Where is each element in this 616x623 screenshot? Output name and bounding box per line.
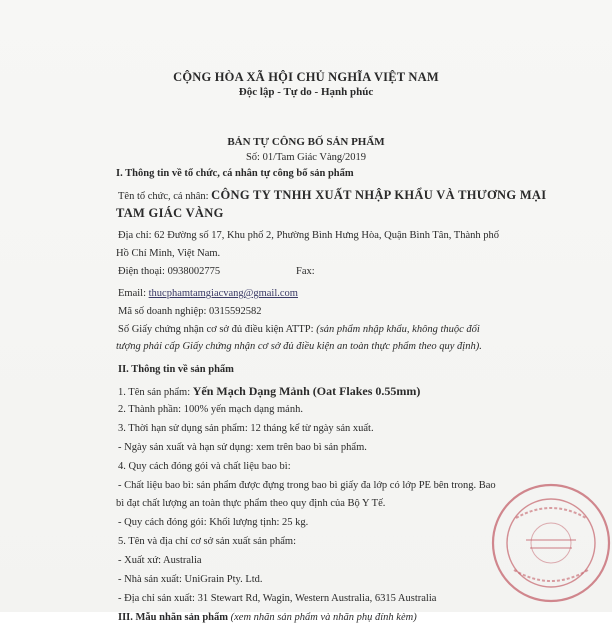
production-dates: - Ngày sản xuất và hạn sử dụng: xem trên bao bì sản phẩm. bbox=[118, 442, 367, 453]
document-title: BẢN TỰ CÔNG BỐ SẢN PHẨM bbox=[227, 136, 385, 148]
composition: 2. Thành phần: 100% yến mạch dạng mảnh. bbox=[118, 404, 303, 415]
shelf-life: 3. Thời hạn sử dụng sản phẩm: 12 tháng kể từ ngày sản xuất. bbox=[118, 423, 374, 434]
product-label: 1. Tên sản phẩm: bbox=[118, 387, 193, 398]
document-number: Số: 01/Tam Giác Vàng/2019 bbox=[245, 152, 367, 163]
cert-line-2: tượng phải cấp Giấy chứng nhận cơ sở đủ điều kiện an toàn thực phẩm theo quy định). bbox=[116, 341, 482, 352]
tax-code: Mã số doanh nghiệp: 0315592582 bbox=[118, 306, 262, 317]
material-line-1: - Chất liệu bao bì: sản phẩm được đựng trong bao bì giấy đa lớp có lớp PE bên trong. Bao bbox=[118, 480, 496, 491]
product-name-line bbox=[118, 384, 420, 399]
org-name: CÔNG TY TNHH XUẤT NHẬP KHẨU VÀ THƯƠNG MẠI bbox=[211, 188, 547, 202]
packaging-heading: 4. Quy cách đóng gói và chất liệu bao bì: bbox=[118, 461, 291, 472]
section1-heading: I. Thông tin về tổ chức, cá nhân tự công bố sản phẩm bbox=[116, 168, 354, 179]
section3-note: (xem nhãn sản phẩm và nhãn phụ đính kèm) bbox=[230, 612, 417, 623]
manufacturer: - Nhà sản xuất: UniGrain Pty. Ltd. bbox=[118, 574, 263, 585]
address-line-1: Địa chỉ: 62 Đường số 17, Khu phố 2, Phường Bình Hưng Hòa, Quận Bình Tân, Thành phố bbox=[118, 230, 499, 241]
email-link[interactable]: thucphamtamgiacvang@gmail.com bbox=[148, 288, 298, 299]
email-line bbox=[118, 288, 298, 299]
org-label: Tên tổ chức, cá nhân: bbox=[118, 191, 212, 202]
email-label: Email: bbox=[118, 288, 149, 299]
fax: Fax: bbox=[296, 266, 315, 277]
org-name-continued: TAM GIÁC VÀNG bbox=[116, 206, 224, 220]
pack-spec: - Quy cách đóng gói: Khối lượng tịnh: 25 kg. bbox=[118, 517, 309, 528]
section2-heading: II. Thông tin về sản phẩm bbox=[118, 364, 234, 375]
material-line-2: bì đạt chất lượng an toàn thực phẩm theo quy định của Bộ Y Tế. bbox=[116, 498, 386, 509]
address-line-2: Hồ Chí Minh, Việt Nam. bbox=[116, 248, 221, 259]
section3-title: III. Mẫu nhãn sản phẩm bbox=[118, 612, 231, 623]
manufacturer-address: - Địa chỉ sản xuất: 31 Stewart Rd, Wagin, Western Australia, 6315 Australia bbox=[118, 593, 437, 604]
org-line bbox=[118, 188, 546, 203]
company-seal-stamp bbox=[486, 478, 616, 608]
product-name: Yến Mạch Dạng Mảnh (Oat Flakes 0.55mm) bbox=[192, 384, 421, 398]
phone: Điện thoại: 0938002775 bbox=[118, 266, 221, 277]
cert-note: (sản phẩm nhập khẩu, không thuộc đối bbox=[316, 324, 480, 335]
cert-label: Số Giấy chứng nhận cơ sở đủ điều kiện ATTP: bbox=[118, 324, 317, 335]
cert-line-1 bbox=[118, 324, 480, 335]
country-header: CỘNG HÒA XÃ HỘI CHỦ NGHĨA VIỆT NAM bbox=[173, 70, 439, 84]
motto: Độc lập - Tự do - Hạnh phúc bbox=[238, 86, 374, 98]
section3-heading bbox=[118, 612, 417, 623]
manufacturer-heading: 5. Tên và địa chỉ cơ sở sản xuất sản phẩm: bbox=[118, 536, 296, 547]
origin: - Xuất xứ: Australia bbox=[118, 555, 202, 566]
